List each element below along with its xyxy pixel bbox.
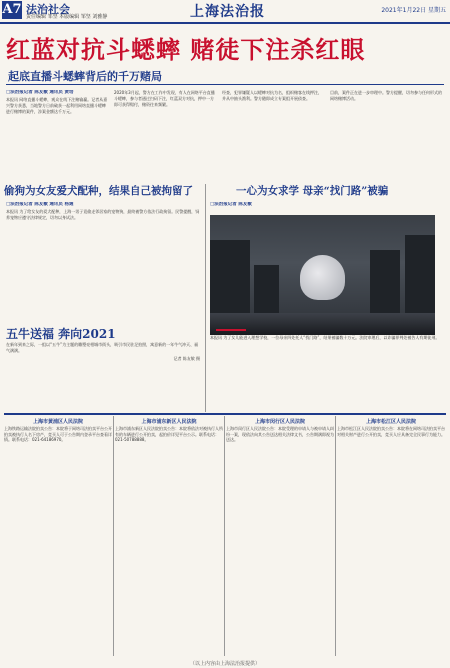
masthead (0, 0, 450, 24)
photo-story-text: 在新年到来之际，一组以“五牛”为主题的雕塑亮相城市街头，吸引市民驻足拍照，寓意新的一年牛气冲天、福气满满。 (6, 342, 199, 353)
notice-divider (113, 416, 114, 656)
notice-column (337, 416, 445, 656)
lead-story-col-3 (222, 90, 324, 180)
headline-divider (6, 84, 444, 85)
notice-column (226, 416, 334, 656)
story3-byline: □法治报记者 陈友敏 (210, 202, 252, 207)
story3-text-col (210, 335, 444, 411)
lead-story-col-2 (114, 90, 216, 180)
column-divider (205, 184, 206, 412)
lead-story-paragraph: 目前，案件正在进一步审理中。警方提醒，切勿参与任何形式的网络赌博活动。 (330, 90, 442, 101)
lead-story-col-4 (330, 90, 444, 180)
photo-story-headline: 五牛送福 奔向2021 (6, 327, 116, 341)
section-name: 法治社会 (26, 3, 70, 16)
notice-body: 上海市闵行区人民法院公告：本院受理的申请人与被申请人纠纷一案，现依法向其公告送达相关法律文书，公告期满即视为送达。 (226, 426, 334, 443)
notices-divider (4, 413, 446, 415)
notice-title: 上海市闵行区人民法院 (254, 419, 305, 425)
story2-body (6, 202, 200, 312)
newspaper-logo: 上海法治报 (190, 4, 265, 20)
lead-story-col-1 (6, 90, 108, 180)
story3-headline: 一心为女求学 母亲“找门路”被骗 (236, 185, 389, 197)
editors-line: 责任编辑 邹坚 本版编辑 邹坚 刘雅静 (26, 14, 108, 20)
page-footer: （以上内容由上海法治报提供） (189, 661, 260, 667)
page-badge: A7 (2, 2, 22, 17)
lead-story-paragraph: 2020年3月起，警方在工作中发现，有人在网络平台直播斗蟋蟀，参与者通过扫码下注，红蓝双方对抗，押中一方即可获得赔付，赌资往来频繁。 (114, 90, 215, 107)
legal-notices (4, 416, 446, 658)
notice-column (4, 416, 112, 656)
notice-title: 上海市浦东新区人民法院 (141, 419, 197, 425)
dateline: 2021年1月22日 星期五 (381, 7, 446, 14)
notice-divider (335, 416, 336, 656)
lead-story-paragraph: 本报讯 网络直播斗蟋蟀，观众在线下注赌输赢。记者从嘉兴警方获悉，当地警方日前破获一起利用网络直播斗蟋蟀进行赌博的案件，涉案金额达千万元。 (6, 97, 108, 114)
lead-story-byline: □法治报记者 陈友敏 通讯员 黄培 (6, 90, 74, 95)
subheadline: 起底直播斗蟋蟀背后的千万赌局 (8, 70, 162, 83)
notice-title: 上海市黄浦区人民法院 (32, 419, 83, 425)
notice-column (115, 416, 223, 656)
notice-body: 上海铁路运输法院拍卖公告：本院将于网络司法拍卖平台公开拍卖被执行人名下房产，竞买人可于公告期内登录平台查看详情。联系电话：021-64186970。 (4, 426, 112, 443)
lead-story-paragraph: 经查，犯罪嫌疑人以蟋蟀对抗为名，组织赌客在线押注，并从中抽头渔利。警方随即成立专案组开展侦查。 (222, 90, 322, 101)
notice-body: 上海市浦东新区人民法院拍卖公告：本院将依法对被执行人所有的车辆进行公开拍卖，起拍价详见平台公示。联系电话：021-50788888。 (115, 426, 223, 443)
ox-sculpture-photo (210, 215, 435, 335)
ox-sculpture (300, 255, 345, 300)
photo-credit: 记者 陈友敏 摄 (173, 356, 200, 361)
notice-body: 上海市松江区人民法院拍卖公告：本院将在网络司法拍卖平台对相关财产进行公开拍卖，竞买人应具备完全民事行为能力。 (337, 426, 445, 437)
story2-byline: □法治报记者 陈友敏 通讯员 杨通 (6, 202, 74, 207)
photo-story-body (6, 342, 200, 408)
notice-title: 上海市松江区人民法院 (365, 419, 416, 425)
main-headline: 红蓝对抗斗蟋蟀 赌徒下注杀红眼 (6, 35, 366, 64)
story2-text: 本报讯 为了给女友的爱犬配种，上海一男子竟偷走邻居家的宠物狗，最终被警方依法行政拘留。民警提醒，饲养宠物应遵守法律规定，切勿以身试法。 (6, 209, 200, 220)
story3-body (210, 202, 444, 214)
story3-text: 本报讯 为了女儿能进入理想学校，一位母亲四处托人“找门路”，结果被骗数十万元。法院审理后，以诈骗罪判处被告人有期徒刑。 (210, 335, 440, 340)
story2-headline: 偷狗为女友爱犬配种，结果自己被拘留了 (4, 185, 193, 197)
notice-divider (224, 416, 225, 656)
